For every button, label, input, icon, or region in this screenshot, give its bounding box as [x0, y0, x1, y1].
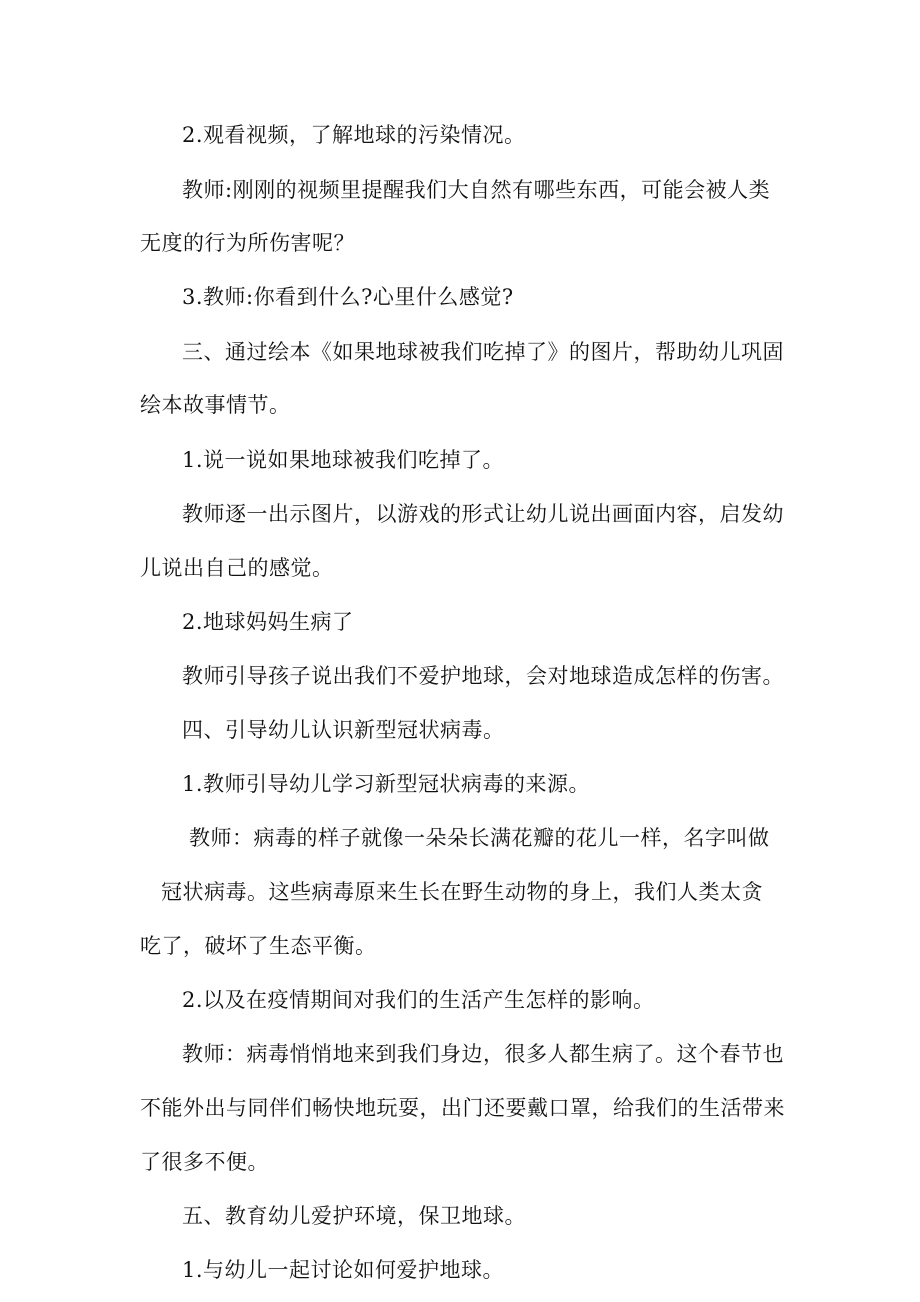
text-line: 教师:刚刚的视频里提醒我们大自然有哪些东西，可能会被人类 [182, 178, 771, 202]
text-line: 教师逐一出示图片，以游戏的形式让幼儿说出画面内容，启发幼 [182, 502, 784, 526]
text-line: 教师引导孩子说出我们不爱护地球，会对地球造成怎样的伤害。 [182, 664, 784, 688]
text-line: 1.教师引导幼儿学习新型冠状病毒的来源。 [182, 772, 591, 796]
text-line: 教师：病毒悄悄地来到我们身边，很多人都生病了。这个春节也 [182, 1042, 784, 1066]
text-line: 吃了，破坏了生态平衡。 [140, 934, 377, 958]
text-line: 2.以及在疫情期间对我们的生活产生怎样的影响。 [182, 988, 655, 1012]
text-line: 不能外出与同伴们畅快地玩耍，出门还要戴口罩，给我们的生活带来 [140, 1096, 785, 1120]
text-line: 1.与幼儿一起讨论如何爱护地球。 [182, 1258, 505, 1282]
text-line: 四、引导幼儿认识新型冠状病毒。 [182, 718, 505, 742]
text-line: 1.说一说如果地球被我们吃掉了。 [182, 448, 505, 472]
text-line: 冠状病毒。这些病毒原来生长在野生动物的身上，我们人类太贪 [161, 880, 763, 904]
text-line: 绘本故事情节。 [140, 393, 291, 417]
text-line: 了很多不便。 [140, 1150, 269, 1174]
text-line: 2.地球妈妈生病了 [182, 610, 354, 634]
text-line: 3.教师:你看到什么?心里什么感觉? [182, 285, 514, 309]
text-line: 无度的行为所伤害呢？ [140, 231, 355, 255]
text-line: 三、通过绘本《如果地球被我们吃掉了》的图片，帮助幼儿巩固 [182, 340, 784, 364]
text-line: 儿说出自己的感觉。 [140, 556, 334, 580]
text-line: 五、教育幼儿爱护环境，保卫地球。 [182, 1204, 526, 1228]
text-line: 教师：病毒的样子就像一朵朵长满花瓣的花儿一样，名字叫做 [189, 826, 770, 850]
text-line: 2.观看视频，了解地球的污染情况。 [182, 123, 526, 147]
